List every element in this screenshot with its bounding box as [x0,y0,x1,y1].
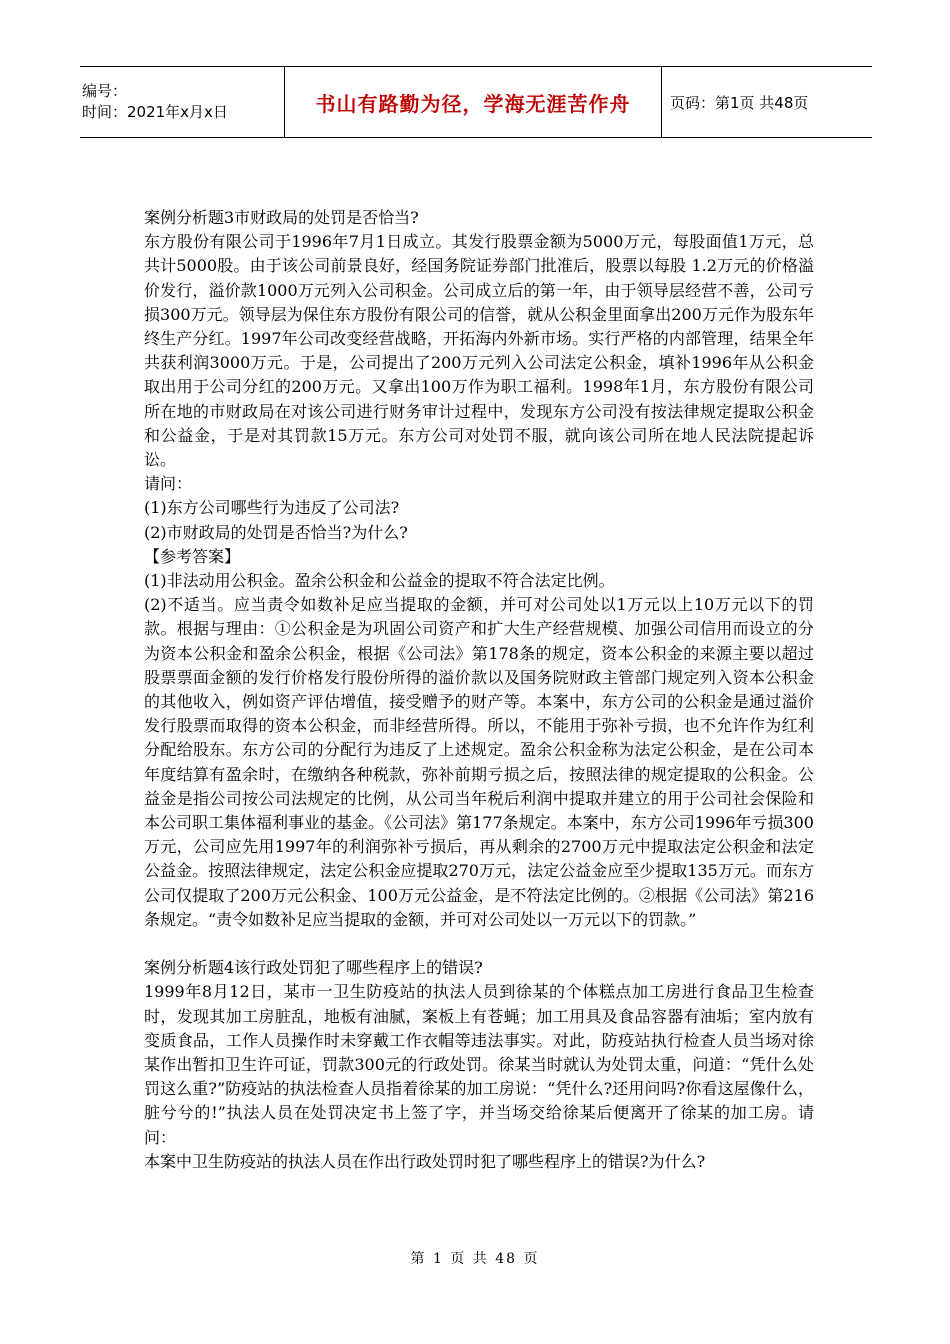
case3-title: 案例分析题3市财政局的处罚是否恰当? [144,208,419,227]
page-footer: 第 1 页 共 48 页 [410,1251,540,1267]
case3-question-2: (2)市财政局的处罚是否恰当?为什么? [144,522,408,542]
case4-title: 案例分析题4该行政处罚犯了哪些程序上的错误? [144,958,483,978]
header-page-info: 页码：第1页 共48页 [670,93,809,112]
case3-answer-label: 【参考答案】 [144,546,241,566]
header-page-info-cell [662,67,808,137]
document-date: 时间：2021年x月x日 [82,103,228,121]
case3-answer-1: (1)非法动用公积金。盈余公积金和公益金的提取不符合法定比例。 [144,571,615,591]
case3-answer-2: (2)不适当。应当责令如数补足应当提取的金额，并可对公司处以1万元以上10万元以下的罚款。根据与理由：①公积金是为巩固公司资产和扩大生产经营规模、加强公司信用而设立的分为资本公积金和盈余公积金，根据《公司法》第178条的规定，资本公积金的来源主要以超过股票票面金额的发行价格发行股份所得的溢价款以及国务院财政主管部门规定列入资本公积金的其他收入，例如资产评估增值，接受赠予的财产等。本案中，东方公司的公积金是通过溢价发行股票而取得的资本公积金，而非经营所得。所以，不能用于弥补亏损，也不允许作为红利分配给股东。东方公司的分配行为违反了上述规定。盈余公积金称为法定公积金，是在公司本年度结算有盈余时，在缴纳各种税款，弥补前期亏损之后，按照法律的规定提取的公积金。公益金是指公司按公司法规定的比例，从公司当年税后利润中提取并建立的用于公司社会保险和本公司职工集体福利事业的基金。《公司法》第177条规定。本案中，东方公司1996年亏损300万元，公司应先用1997年的利润弥补亏损后，再从剩余的2700万元中提取法定公积金和法定公益金。按照法律规定，法定公积金应提取270万元，法定公益金应至少提取135万元。而东方公司仅提取了200万元公积金、100万元公益金，是不符法定比例的。②根据《公司法》第216条规定。“责令如数补足应当提取的金额，并可对公司处以一万元以下的罚款。” [144,595,814,929]
case4-paragraph: 1999年8月12日，某市一卫生防疫站的执法人员到徐某的个体糕点加工房进行食品卫生检查时，发现其加工房脏乱，地板有油腻，案板上有苍蝇；加工用具及食品容器有油垢；室内放有变质食品，工作人员操作时未穿戴工作衣帽等违法事实。对此，防疫站执行检查人员当场对徐某作出暂扣卫生许可证，罚款300元的行政处罚。徐某当时就认为处罚太重，问道：“凭什么处罚这么重?”防疫站的执法检查人员指着徐某的加工房说：“凭什么?还用问吗?你看这屋像什么，脏兮兮的!”执法人员在处罚决定书上签了字，并当场交给徐某后便离开了徐某的加工房。请问： [144,982,814,1147]
header-motto-cell [285,67,662,137]
case3-paragraph: 东方股份有限公司于1996年7月1日成立。其发行股票金额为5000万元，每股面值1万元，总共计5000股。由于该公司前景良好，经国务院证券部门批准后，股票以每股 1.2万元的价格溢价发行，溢价款1000万元列入公司积金。公司成立后的第一年，由于领导层经营不善，公司亏损300万元。领导层为保住东方股份有限公司的信誉，就从公积金里面拿出200万元作为股东年终生产分红。1997年公司改变经营战略，开拓海内外新市场。实行严格的内部管理，结果全年共获利润3000万元。于是，公司提出了200万元列入公司法定公积金，填补1996年从公积金取出用于公司分红的200万元。又拿出100万作为职工福利。1998年1月，东方股份有限公司所在地的市财政局在对该公司进行财务审计过程中，发现东方公司没有按法律规定提取公积金和公益金，于是对其罚款15万元。东方公司对处罚不服，就向该公司所在地人民法院提起诉讼。 [144,232,814,470]
case3-question-1: (1)东方公司哪些行为违反了公司法? [144,498,400,518]
document-body [144,206,814,1174]
case3-ask: 请问： [144,474,193,494]
case4-question: 本案中卫生防疫站的执法人员在作出行政处罚时犯了哪些程序上的错误?为什么? [144,1151,706,1171]
header-meta [80,67,285,137]
page-header [80,66,872,138]
header-motto: 书山有路勤为径，学海无涯苦作舟 [315,91,631,116]
section-spacer [144,932,814,956]
document-number-label: 编号： [82,82,128,100]
